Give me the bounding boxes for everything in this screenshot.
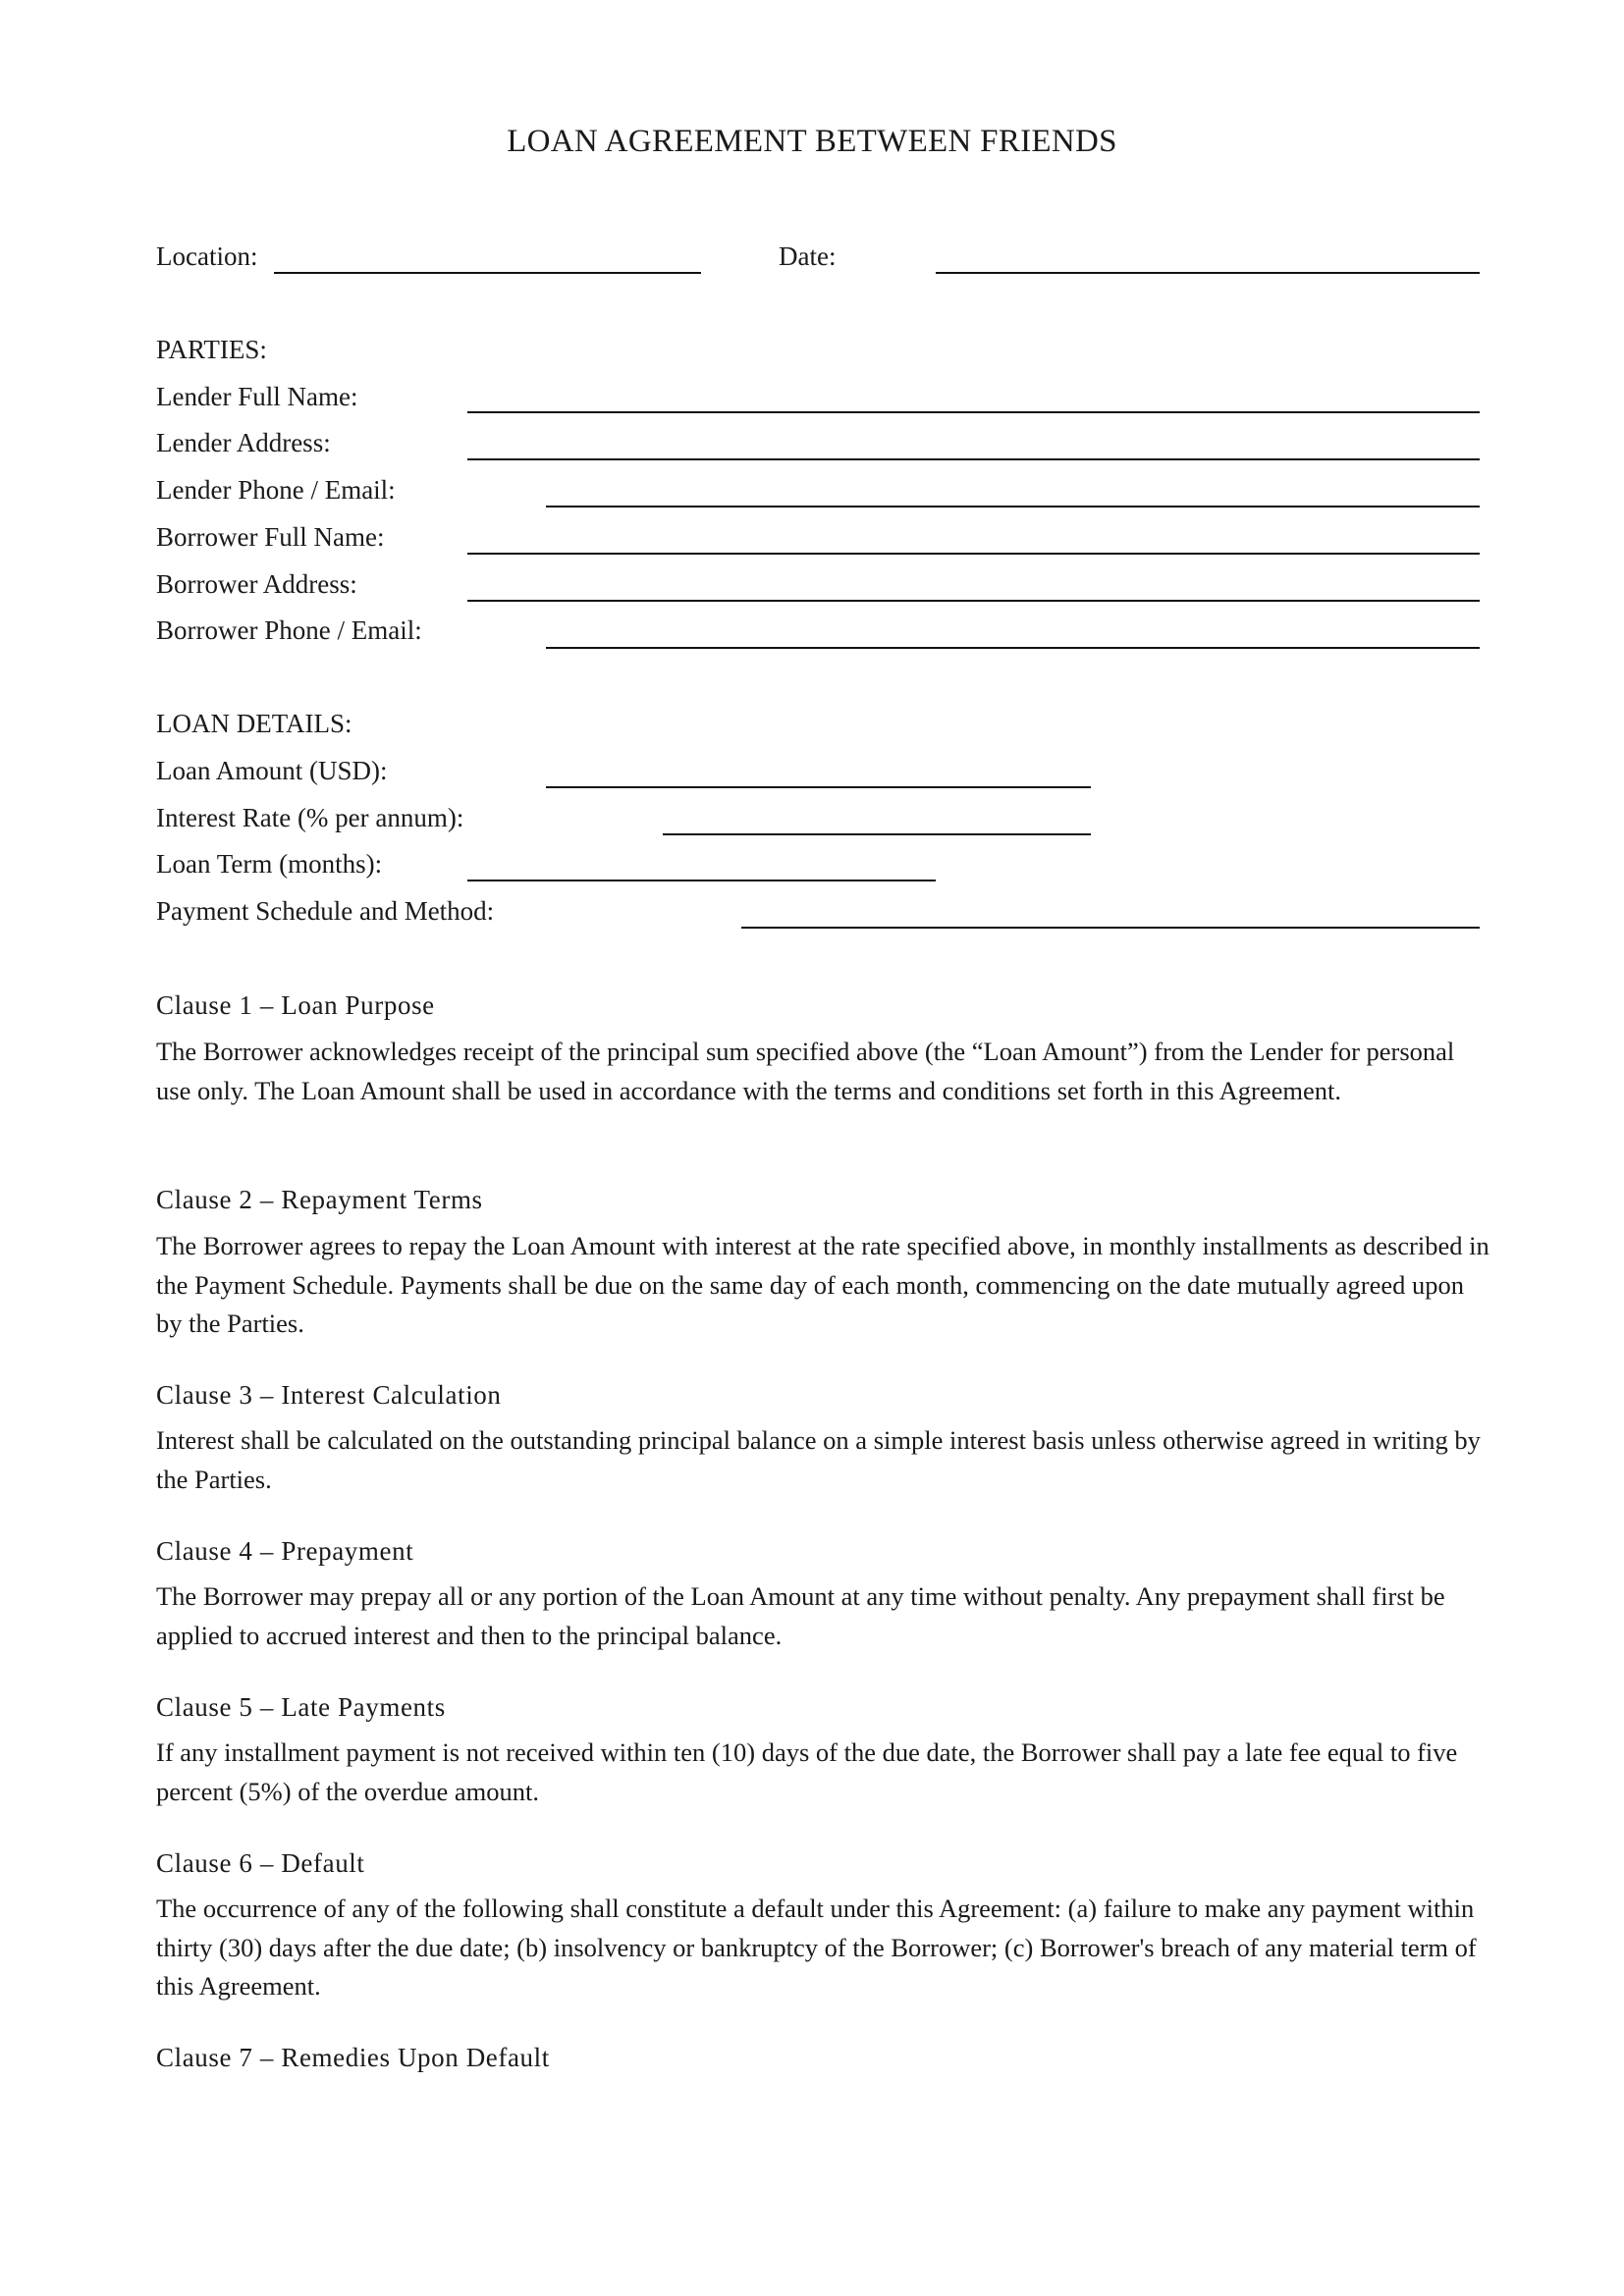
date-label: Date: [779,241,837,271]
loan-amount-label: Loan Amount (USD): [156,756,388,785]
loan-term-label: Loan Term (months): [156,849,383,879]
loan-details-heading: LOAN DETAILS: [156,709,352,738]
clause-3-body: Interest shall be calculated on the outstanding principal balance on a simple interest basis unless otherwise agreed in writing by the Parties. [156,1425,1481,1494]
payment-schedule-field[interactable] [741,927,1480,929]
lender-address-label: Lender Address: [156,428,331,457]
location-field[interactable] [274,272,701,274]
borrower-address-label: Borrower Address: [156,569,357,599]
clause-6-heading: Clause 6 – Default [156,1848,365,1878]
loan-amount-field[interactable] [546,786,1091,788]
clause-5-body: If any installment payment is not received within ten (10) days of the due date, the Borrower shall pay a late fee equal to five percent (5%) of the overdue amount. [156,1737,1458,1806]
borrower-contact-label: Borrower Phone / Email: [156,615,422,645]
clause-4-heading: Clause 4 – Prepayment [156,1536,414,1566]
payment-schedule-label: Payment Schedule and Method: [156,896,495,926]
clause-2-heading: Clause 2 – Repayment Terms [156,1185,483,1214]
borrower-name-field[interactable] [467,553,1480,555]
borrower-name-label: Borrower Full Name: [156,522,385,552]
clause-1-body: The Borrower acknowledges receipt of the principal sum specified above (the “Loan Amount”) from the Lender for personal use only. The Loan Amount shall be used in accordance with the terms and conditions set forth in this Agreement. [156,1037,1455,1105]
lender-contact-label: Lender Phone / Email: [156,475,396,505]
lender-name-field[interactable] [467,411,1480,413]
clause-5-heading: Clause 5 – Late Payments [156,1692,446,1722]
location-label: Location: [156,241,258,271]
clause-1-heading: Clause 1 – Loan Purpose [156,990,435,1020]
document-title: LOAN AGREEMENT BETWEEN FRIENDS [507,124,1117,159]
interest-rate-field[interactable] [663,833,1091,835]
borrower-address-field[interactable] [467,600,1480,602]
clause-7-heading: Clause 7 – Remedies Upon Default [156,2043,550,2072]
parties-heading: PARTIES: [156,335,267,364]
borrower-contact-field[interactable] [546,647,1480,649]
lender-address-field[interactable] [467,458,1480,460]
clause-3-heading: Clause 3 – Interest Calculation [156,1380,502,1410]
lender-contact-field[interactable] [546,506,1480,507]
loan-term-field[interactable] [467,880,936,881]
clause-6-body: The occurrence of any of the following shall constitute a default under this Agreement: (a) failure to make any payment within thirty (30) days after the due date; (b) insolvency or bankruptcy of the Borrower; (c) Borrower's breach of any material term of this Agreement. [156,1894,1477,2001]
interest-rate-label: Interest Rate (% per annum): [156,803,464,832]
date-field[interactable] [936,272,1480,274]
lender-name-label: Lender Full Name: [156,382,358,411]
clause-2-body: The Borrower agrees to repay the Loan Amount with interest at the rate specified above, in monthly installments as described in the Payment Schedule. Payments shall be due on the same day of each month, commencing on the date mutually agreed upon by the Parties. [156,1231,1489,1338]
clause-4-body: The Borrower may prepay all or any portion of the Loan Amount at any time without penalty. Any prepayment shall first be applied to accrued interest and then to the principal balance. [156,1581,1445,1650]
